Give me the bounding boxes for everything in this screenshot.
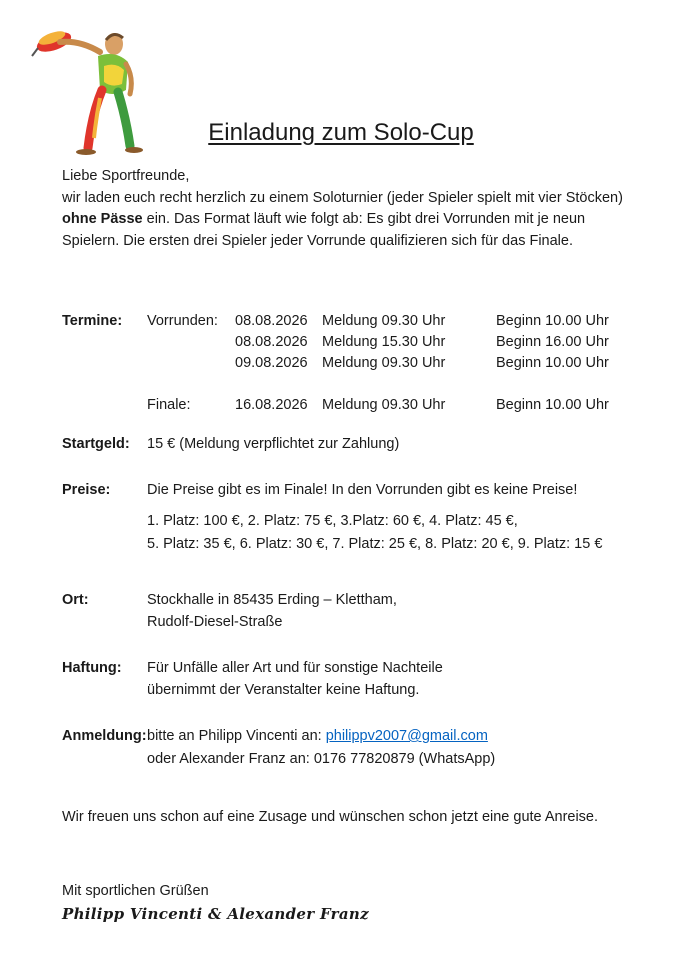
vorrunden-label: Vorrunden:: [147, 313, 218, 329]
anmeldung-line-2: oder Alexander Franz an: 0176 77820879 (WhatsApp): [147, 751, 496, 767]
anmeldung-line-1: [147, 728, 488, 744]
vorrunde-beginn: Beginn 10.00 Uhr: [496, 313, 609, 329]
finale-beginn: Beginn 10.00 Uhr: [496, 397, 609, 413]
greeting: Liebe Sportfreunde,: [62, 168, 190, 184]
closing-text: Wir freuen uns schon auf eine Zusage und wünschen schon jetzt eine gute Anreise.: [62, 809, 599, 825]
finale-label: Finale:: [147, 397, 191, 413]
termine-label: Termine:: [62, 313, 123, 329]
vorrunde-beginn: Beginn 16.00 Uhr: [496, 334, 609, 350]
vorrunde-meldung: Meldung 09.30 Uhr: [322, 313, 446, 329]
startgeld-label: Startgeld:: [62, 436, 130, 452]
intro-bold-phrase: ohne Pässe: [62, 211, 143, 227]
vorrunde-date: 08.08.2026: [235, 313, 308, 329]
ort-line-2: Rudolf-Diesel-Straße: [147, 614, 283, 630]
preise-text: Die Preise gibt es im Finale! In den Vorrunden gibt es keine Preise!: [147, 482, 578, 498]
ort-line-1: Stockhalle in 85435 Erding – Klettham,: [147, 592, 397, 608]
finale-date: 16.08.2026: [235, 397, 308, 413]
intro-body: [62, 188, 632, 253]
finale-meldung: Meldung 09.30 Uhr: [322, 397, 446, 413]
haftung-line-1: Für Unfälle aller Art und für sonstige Nachteile: [147, 660, 443, 676]
signature: Philipp Vincenti & Alexander Franz: [62, 905, 369, 923]
preise-label: Preise:: [62, 482, 111, 498]
ort-label: Ort:: [62, 592, 89, 608]
startgeld-text: 15 € (Meldung verpflichtet zur Zahlung): [147, 436, 400, 452]
preise-line-2: 5. Platz: 35 €, 6. Platz: 30 €, 7. Platz: 25 €, 8. Platz: 20 €, 9. Platz: 15 €: [147, 536, 603, 552]
vorrunde-meldung: Meldung 15.30 Uhr: [322, 334, 446, 350]
haftung-line-2: übernimmt der Veranstalter keine Haftung.: [147, 682, 420, 698]
intro-paragraph: [62, 166, 632, 252]
anmeldung-prefix: bitte an Philipp Vincenti an:: [147, 728, 326, 744]
page-title: [0, 119, 690, 147]
title-text: Einladung zum Solo-Cup: [208, 119, 474, 146]
vorrunde-date: 08.08.2026: [235, 334, 308, 350]
intro-text-2: ein. Das Format läuft wie folgt ab: Es gibt drei Vorrunden mit je neun Spielern. Die ersten drei Spieler jeder Vorrunde qualifizieren sich für das Finale.: [62, 211, 586, 249]
vorrunde-meldung: Meldung 09.30 Uhr: [322, 355, 446, 371]
preise-line-1: 1. Platz: 100 €, 2. Platz: 75 €, 3.Platz: 60 €, 4. Platz: 45 €,: [147, 513, 518, 529]
anmeldung-label: Anmeldung:: [62, 728, 147, 744]
vorrunde-beginn: Beginn 10.00 Uhr: [496, 355, 609, 371]
closing-greeting: Mit sportlichen Grüßen: [62, 883, 209, 899]
intro-text-1: wir laden euch recht herzlich zu einem Soloturnier (jeder Spieler spielt mit vier Stöcken): [62, 189, 623, 206]
email-link[interactable]: philippv2007@gmail.com: [325, 728, 488, 744]
haftung-label: Haftung:: [62, 660, 122, 676]
vorrunde-date: 09.08.2026: [235, 355, 308, 371]
